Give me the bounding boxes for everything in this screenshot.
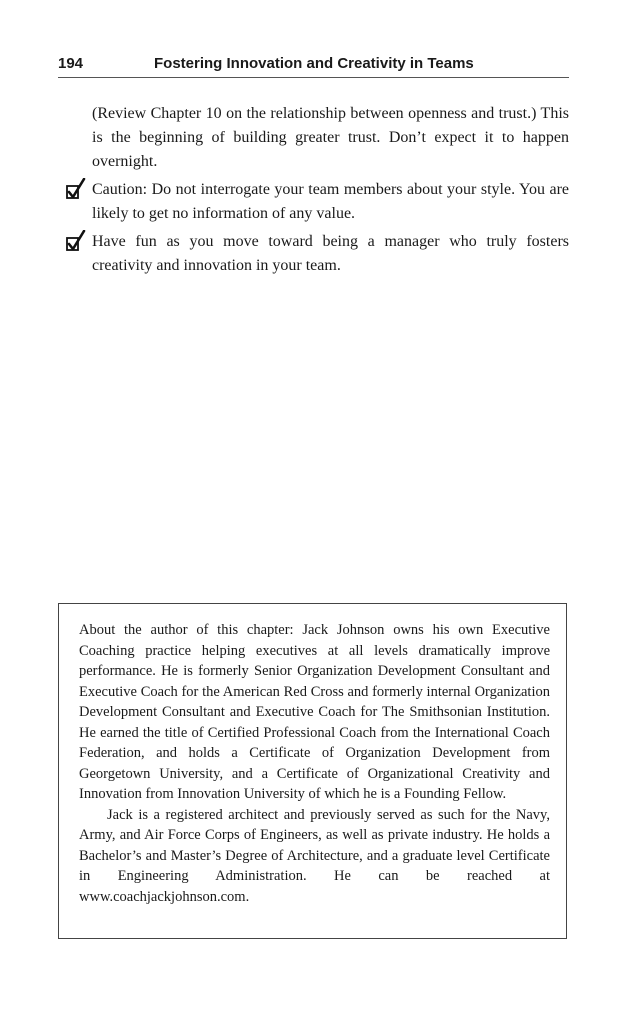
author-bio-paragraph-2: Jack is a registered architect and previously served as such for the Navy, Army, and Air Force Corps of Engineers, as well as private industry. He holds a Bachelor’s and Master’s Degree of Architecture, and a graduate level Certificate in Engineering Administration. He can be reached at www.coachjackjohnson.com. [79,806,550,905]
bullet-item-have-fun [92,230,569,278]
body-text [92,102,569,278]
bullet-text: Caution: Do not interrogate your team members about your style. You are likely to get no information of any value. [92,181,569,222]
page-number: 194 [58,55,84,72]
checkmark-icon [66,230,86,252]
bullet-item-caution [92,178,569,226]
running-title: Fostering Innovation and Creativity in Teams [154,55,474,72]
author-bio-paragraph-1: About the author of this chapter: Jack Johnson owns his own Executive Coaching practice helping executives at all levels dramatically improve performance. He is formerly Senior Organization Development Consultant and Executive Coach for the American Red Cross and formerly internal Organization Development Consultant and Executive Coach for The Smithsonian Institution. He earned the title of Certified Professional Coach from the International Coach Federation, and holds a Certificate of Organization Development from Georgetown University, and a Certificate of Organizational Creativity and Innovation from Innovation University of which he is a Founding Fellow. [79,622,550,802]
author-bio-text [79,620,550,907]
page-header [58,53,569,78]
author-bio-box [58,603,567,939]
checkmark-icon [66,178,86,200]
continuation-paragraph: (Review Chapter 10 on the relationship between openness and trust.) This is the beginning of building greater trust. Don’t expect it to happen overnight. [92,105,569,170]
bullet-text: Have fun as you move toward being a manager who truly fosters creativity and innovation in your team. [92,233,569,274]
